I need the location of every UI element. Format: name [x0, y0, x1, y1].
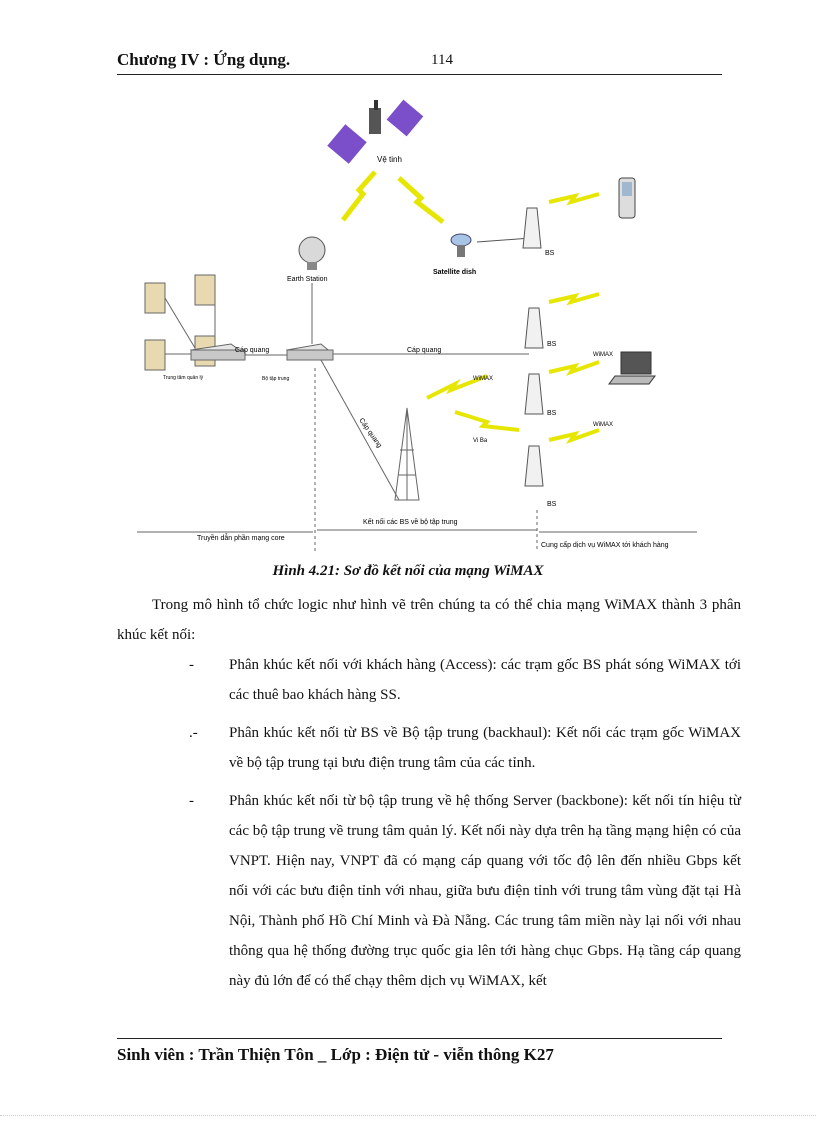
microwave-label: Vi Ba — [473, 438, 488, 444]
wimax-label: WiMAX — [473, 376, 493, 382]
laptop-icon — [609, 352, 655, 384]
wimax-label: WiMAX — [593, 352, 613, 358]
bullet-mark: - — [189, 657, 194, 673]
management-center-label: Trung tâm quản lý — [163, 375, 204, 381]
bullet-text: Phân khúc kết nối với khách hàng (Access): các trạm gốc BS phát sóng WiMAX tới các thuê bao khách hàng SS. — [229, 657, 741, 703]
satellite-icon — [327, 100, 423, 164]
fiber-label: Cáp quang — [407, 347, 442, 354]
wireless-link-icon — [549, 194, 599, 202]
wireless-link-icon — [549, 294, 599, 302]
satellite-dish-label: Satellite dish — [433, 269, 477, 276]
page-footer: Sinh viên : Trần Thiện Tôn _ Lớp : Điện tử - viễn thông K27 — [117, 1038, 722, 1065]
wireless-link-icon — [399, 178, 443, 222]
customer-service-label: Cung cấp dịch vụ WiMAX tới khách hàng — [541, 542, 669, 549]
page-header — [117, 50, 722, 75]
figure-caption: Hình 4.21: Sơ đồ kết nối của mạng WiMAX — [272, 563, 544, 579]
bullet-mark: .- — [189, 725, 198, 741]
list-item — [117, 650, 741, 710]
core-transmission-label: Truyền dẫn phần mạng core — [197, 535, 285, 542]
fiber-label: Cáp quang — [235, 347, 270, 354]
bs-label: BS — [545, 250, 555, 257]
intro-paragraph: Trong mô hình tổ chức logic như hình vẽ trên chúng ta có thể chia mạng WiMAX thành 3 phân khúc kết nối: — [117, 597, 741, 643]
wimax-label: WiMAX — [593, 422, 613, 428]
bs-label: BS — [547, 341, 557, 348]
microwave-tower-icon — [395, 408, 419, 500]
bullet-text: Phân khúc kết nối từ BS về Bộ tập trung (backhaul): Kết nối các trạm gốc WiMAX về bộ tập trung tại bưu điện trung tâm của các tỉnh. — [229, 725, 741, 771]
bs-label: BS — [547, 501, 557, 508]
list-item — [117, 786, 741, 996]
wireless-link-icon — [549, 362, 599, 372]
earth-station-icon — [299, 237, 325, 270]
wireless-link-icon — [455, 412, 519, 430]
wireless-link-icon — [549, 430, 599, 440]
bullet-text: Phân khúc kết nối từ bộ tập trung về hệ thống Server (backbone): kết nối tín hiệu từ các bộ tập trung về trung tâm quản lý. Kết nối này dựa trên hạ tầng mạng hiện có của VNPT. Hiện nay, VNPT đã có mạng cáp quang với tốc độ lên đến nhiều Gbps kết nối với các bưu điện tỉnh với nhau, giữa bưu điện tỉnh với trung tâm vùng đặt tại Hà Nội, Thành phố Hồ Chí Minh và Đà Nẵng. Các trung tâm miền này lại nối với nhau thông qua hệ thống đường trục quốc gia lên tới hàng chục Gbps. Hạ tầng cáp quang này đủ lớn để có thể chạy thêm dịch vụ WiMAX, kết — [229, 793, 741, 989]
bullet-mark: - — [189, 793, 194, 809]
bs-label: BS — [547, 410, 557, 417]
satellite-dish-icon — [451, 234, 471, 257]
chapter-title: Chương IV : Ứng dụng. — [117, 50, 291, 69]
page-number: 114 — [431, 52, 453, 68]
wireless-link-icon — [343, 172, 375, 220]
fiber-label: Cáp quang — [357, 417, 383, 450]
concentrator-switch-icon — [287, 344, 333, 360]
base-station-icon — [523, 208, 543, 486]
satellite-label: Vệ tinh — [377, 155, 402, 164]
list-item — [117, 718, 741, 778]
page-edge-divider — [0, 1115, 816, 1116]
bs-backhaul-label: Kết nối các BS về bộ tập trung — [363, 519, 458, 526]
concentrator-label: Bộ tập trung — [262, 376, 290, 382]
mobile-phone-icon — [619, 178, 635, 218]
earth-station-label: Earth Station — [287, 276, 328, 283]
wimax-network-diagram — [137, 90, 717, 560]
